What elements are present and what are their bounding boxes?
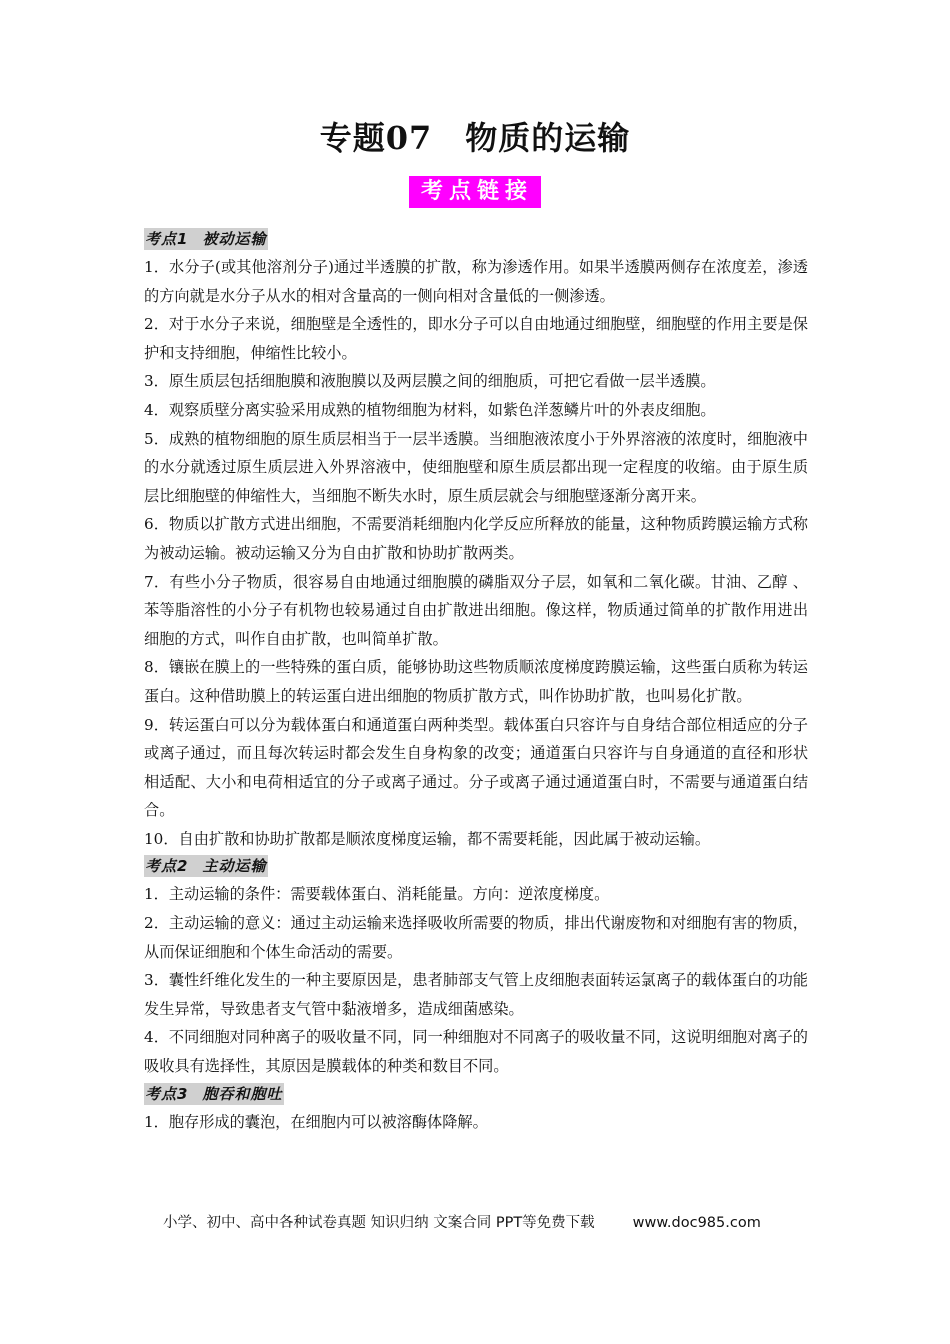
paragraph: 3．囊性纤维化发生的一种主要原因是，患者肺部支气管上皮细胞表面转运氯离子的载体蛋白的功能发生异常，导致患者支气管中黏液增多，造成细菌感染。 bbox=[144, 971, 808, 1018]
page-title: 专题07 物质的运输 bbox=[319, 119, 631, 157]
paragraph: 4．观察质壁分离实验采用成熟的植物细胞为材料，如紫色洋葱鳞片叶的外表皮细胞。 bbox=[144, 400, 716, 419]
paragraph: 6．物质以扩散方式进出细胞，不需要消耗细胞内化学反应所释放的能量，这种物质跨膜运输方式称为被动运输。被动运输又分为自由扩散和协助扩散两类。 bbox=[144, 515, 808, 562]
section-label: 考点2 bbox=[145, 857, 189, 876]
paragraph: 1．水分子(或其他溶剂分子)通过半透膜的扩散，称为渗透作用。如果半透膜两侧存在浓度差，渗透的方向就是水分子从水的相对含量高的一侧向相对含量低的一侧渗透。 bbox=[144, 258, 808, 305]
section-label: 考点3 bbox=[145, 1084, 189, 1103]
section-name: 主动运输 bbox=[202, 857, 267, 876]
paragraph: 5．成熟的植物细胞的原生质层相当于一层半透膜。当细胞液浓度小于外界溶液的浓度时，细胞液中的水分就透过原生质层进入外界溶液中，使细胞壁和原生质层都出现一定程度的收缩。由于原生质层比细胞壁的伸缩性大，当细胞不断失水时，原生质层就会与细胞壁逐渐分离开来。 bbox=[144, 429, 808, 505]
paragraph: 9．转运蛋白可以分为载体蛋白和通道蛋白两种类型。载体蛋白只容许与自身结合部位相适应的分子或离子通过，而且每次转运时都会发生自身构象的改变；通道蛋白只容许与自身通道的直径和形状相适配、大小和电荷相适宜的分子或离子通过。分子或离子通过通道蛋白时，不需要与通道蛋白结合。 bbox=[144, 715, 808, 820]
section-name: 胞吞和胞吐 bbox=[202, 1084, 283, 1103]
section-name: 被动运输 bbox=[202, 230, 267, 248]
paragraph: 3．原生质层包括细胞膜和液胞膜以及两层膜之间的细胞质，可把它看做一层半透膜。 bbox=[144, 372, 716, 391]
paragraph: 2．主动运输的意义：通过主动运输来选择吸收所需要的物质，排出代谢废物和对细胞有害的物质，从而保证细胞和个体生命活动的需要。 bbox=[144, 914, 808, 961]
paragraph: 10．自由扩散和协助扩散都是顺浓度梯度运输，都不需要耗能，因此属于被动运输。 bbox=[144, 829, 711, 848]
section-banner: 考点链接 bbox=[409, 176, 541, 208]
paragraph: 8．镶嵌在膜上的一些特殊的蛋白质，能够协助这些物质顺浓度梯度跨膜运输，这些蛋白质称为转运蛋白。这种借助膜上的转运蛋白进出细胞的物质扩散方式，叫作协助扩散，也叫易化扩散。 bbox=[144, 658, 808, 705]
paragraph: 7．有些小分子物质，很容易自由地通过细胞膜的磷脂双分子层，如氧和二氧化碳。甘油、乙醇 、苯等脂溶性的小分子有机物也较易通过自由扩散进出细胞。像这样，物质通过简单的扩散作用进出细胞的方式，叫作自由扩散，也叫简单扩散。 bbox=[144, 572, 808, 648]
paragraph: 4．不同细胞对同种离子的吸收量不同，同一种细胞对不同离子的吸收量不同，这说明细胞对离子的吸收具有选择性，其原因是膜载体的种类和数目不同。 bbox=[144, 1028, 808, 1076]
footer-site-link[interactable]: www.doc985.com bbox=[632, 1215, 761, 1231]
section-label: 考点1 bbox=[145, 230, 189, 248]
paragraph: 1．胞存形成的囊泡，在细胞内可以被溶酶体降解。 bbox=[144, 1112, 488, 1131]
document-content bbox=[144, 226, 808, 1136]
section-passive-transport bbox=[144, 226, 808, 853]
section-active-transport bbox=[144, 853, 808, 1080]
paragraph: 1．主动运输的条件：需要载体蛋白、消耗能量。方向：逆浓度梯度。 bbox=[144, 885, 610, 904]
footer-text: 小学、初中、高中各种试卷真题 知识归纳 文案合同 PPT等免费下载 bbox=[163, 1215, 595, 1231]
page-footer bbox=[163, 1212, 803, 1234]
section-heading bbox=[144, 855, 268, 877]
section-heading bbox=[144, 228, 268, 250]
paragraph: 2．对于水分子来说，细胞壁是全透性的，即水分子可以自由地通过细胞壁，细胞壁的作用主要是保护和支持细胞，伸缩性比较小。 bbox=[144, 315, 808, 362]
section-heading bbox=[144, 1083, 284, 1105]
section-endocytosis-exocytosis bbox=[144, 1081, 808, 1137]
